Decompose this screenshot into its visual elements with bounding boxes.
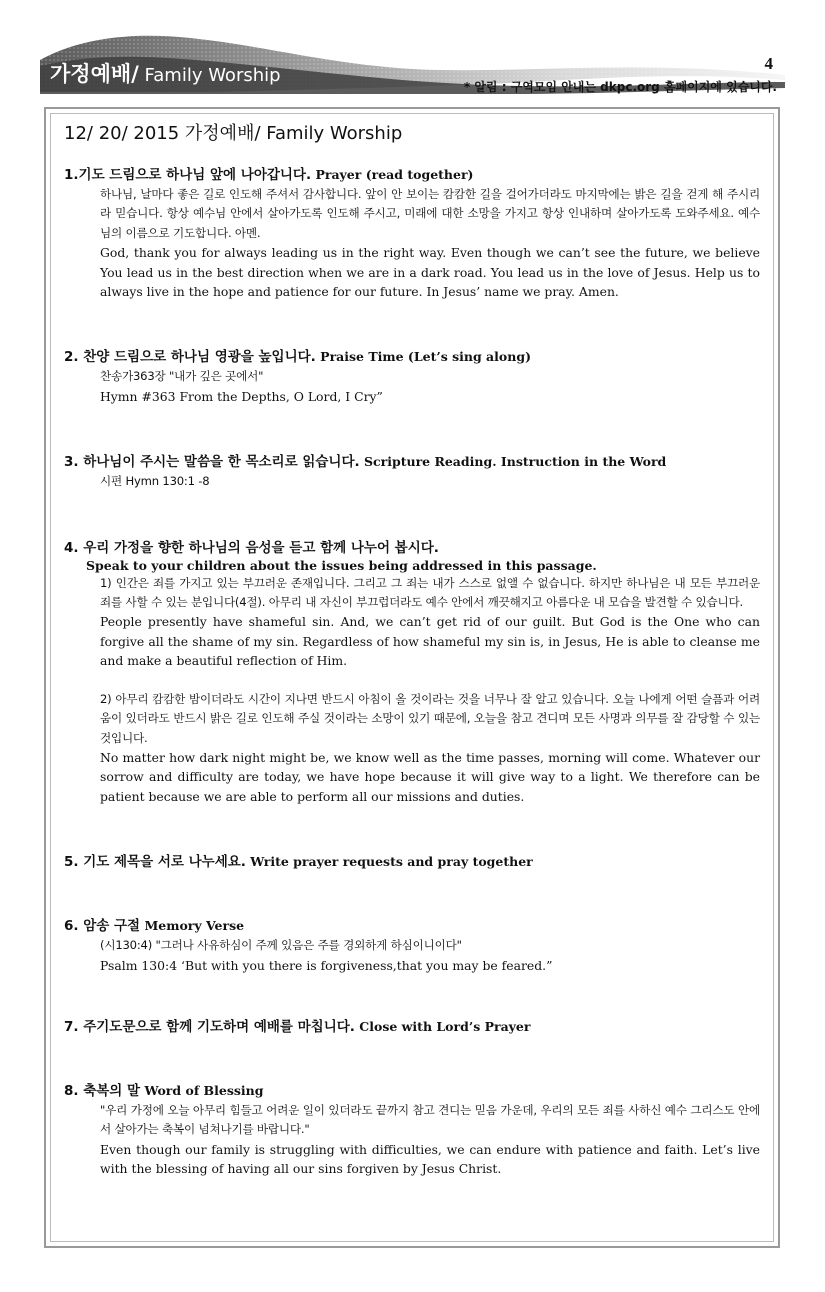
section-heading: 4. 우리 가정을 향한 하나님의 음성을 듣고 함께 나누어 봅시다. — [64, 539, 439, 556]
heading-english: Prayer (read together) — [311, 167, 474, 182]
scripture-reference: 시편 Hymn 130:1 -8 — [100, 474, 210, 489]
korean-paragraph: 2) 아무리 캄캄한 밤이더라도 시간이 지나면 반드시 아침이 올 것이라는 것을 너무나 잘 알고 있습니다. 오늘 나에게 어떤 슬픔과 어려움이 있더라도 반드시 밝은 길로 인도해 주실 것이라는 소망이 있기 때문에, 오늘을 참고 견디며 모든 사명과 의무를 잘 감당할 수 있는 것입니다. — [100, 691, 760, 745]
heading-english: Scripture Reading. Instruction in the Word — [359, 454, 667, 470]
section-prayer-requests — [60, 850, 760, 870]
heading-korean: 7. 주기도문으로 함께 기도하며 예배를 마칩니다. — [64, 1018, 355, 1035]
section-body — [100, 1101, 760, 1179]
english-paragraph: God, thank you for always leading us in the right way. Even though we can’t see the future, we believe You lead us in the best direction when we are in a dark road. You lead us in the love of Jesus. Help us to always live in the hope and patience for our future. In Jesus’ name we pray. Amen. — [100, 245, 760, 300]
notice-text: * 알림 : 구역모임 안내는 dkpc.org 홈페이지에 있습니다. — [463, 80, 777, 94]
heading-korean: 5. 기도 제목을 서로 나누세요. — [64, 854, 246, 871]
section-heading — [64, 163, 760, 183]
section-heading — [64, 850, 760, 870]
korean-paragraph: 하나님, 날마다 좋은 길로 인도해 주셔서 감사합니다. 앞이 안 보이는 캄캄한 길을 걸어가더라도 마지막에는 밝은 길을 걷게 해 주시리라 믿습니다. 항상 예수님 안에서 살아가도록 인도해 주시고, 미래에 대한 소망을 가지고 항상 인내하며 살아가도록 도와주세요. 예수님의 이름으로 기도합니다. 아멘. — [100, 187, 760, 240]
heading-korean: 8. 축복의 말 — [64, 1082, 141, 1099]
english-paragraph: No matter how dark night might be, we know well as the time passes, morning will come. Whatever our sorrow and difficulty are today, we have hope because it will give way to a light. We therefore can be patient because we are able to perform all our missions and duties. — [100, 749, 760, 804]
heading-korean: 1.기도 드림으로 하나님 앞에 나아갑니다. — [64, 167, 312, 183]
english-paragraph: Even though our family is struggling with difficulties, we can endure with patience and faith. Let’s live with the blessing of having all our sins forgiven by Jesus Christ. — [100, 1141, 760, 1177]
document-title: 12/ 20/ 2015 가정예배/ Family Worship — [64, 123, 403, 144]
heading-korean: 6. 암송 구절 — [64, 918, 141, 935]
english-paragraph: People presently have shameful sin. And, we can’t get rid of our guilt. But God is the One who can forgive all the shame of my sin. Regardless of how shameful my sin is, in Jesus, He is able to cleanse me and make a beautiful reflection of Him. — [100, 614, 760, 669]
section-body — [100, 472, 760, 491]
worship-content — [60, 119, 760, 1223]
section-blessing — [60, 1079, 760, 1179]
banner-title-korean: 가정예배/ — [50, 62, 139, 86]
hymn-english: Hymn #363 From the Depths, O Lord, I Cry” — [100, 388, 383, 404]
verse-korean: (시130:4) "그러나 사유하심이 주께 있음은 주를 경외하게 하심이니이다" — [100, 938, 462, 953]
verse-english: Psalm 130:4 ‘But with you there is forgiveness,that you may be feared.” — [100, 957, 553, 973]
section-heading — [64, 1079, 760, 1099]
section-memory-verse — [60, 914, 760, 975]
section-lords-prayer — [60, 1015, 760, 1035]
heading-english: Word of Blessing — [140, 1082, 264, 1098]
heading-korean: 2. 찬양 드림으로 하나님 영광을 높입니다. — [64, 349, 316, 366]
section-heading — [64, 1015, 760, 1035]
section-body — [100, 936, 760, 975]
heading-korean: 3. 하나님이 주시는 말씀을 한 목소리로 읽습니다. — [64, 454, 360, 471]
section-prayer — [60, 163, 760, 301]
section-discussion — [60, 536, 760, 806]
heading-english: Praise Time (Let’s sing along) — [315, 349, 531, 365]
section-body — [100, 367, 760, 406]
hymn-korean: 찬송가363장 "내가 깊은 곳에서" — [100, 369, 264, 384]
heading-english: Close with Lord’s Prayer — [354, 1018, 531, 1034]
section-body — [100, 185, 760, 301]
content-frame — [44, 107, 780, 1248]
korean-paragraph: "우리 가정에 오늘 아무리 힘들고 어려운 일이 있더라도 끝까지 참고 견디는 믿음 가운데, 우리의 모든 죄를 사하신 예수 그리스도 안에서 살아가는 축복이 넘쳐나기를 바랍니다." — [100, 1102, 760, 1137]
heading-english: Memory Verse — [140, 918, 245, 934]
section-heading — [64, 345, 760, 365]
banner-title-english: Family Worship — [138, 65, 281, 86]
section-subheading: Speak to your children about the issues being addressed in this passage. — [86, 557, 597, 573]
section-body — [100, 574, 760, 806]
banner-title — [50, 64, 281, 85]
section-scripture — [60, 450, 760, 491]
heading-english: Write prayer requests and pray together — [245, 854, 533, 870]
section-praise — [60, 345, 760, 406]
section-heading — [64, 450, 760, 470]
page-number: 4 — [764, 54, 773, 73]
korean-paragraph: 1) 인간은 죄를 가지고 있는 부끄러운 존재입니다. 그리고 그 죄는 내가 스스로 없앨 수 없습니다. 하지만 하나님은 내 모든 부끄러운 죄를 사할 수 있는 분입니다(4절). 아무리 내 자신이 부끄럽더라도 예수 안에서 깨끗해지고 아름다운 내 모습을 발견할 수 있습니다. — [100, 575, 760, 610]
section-heading — [64, 914, 760, 934]
paragraph-gap — [100, 671, 760, 690]
